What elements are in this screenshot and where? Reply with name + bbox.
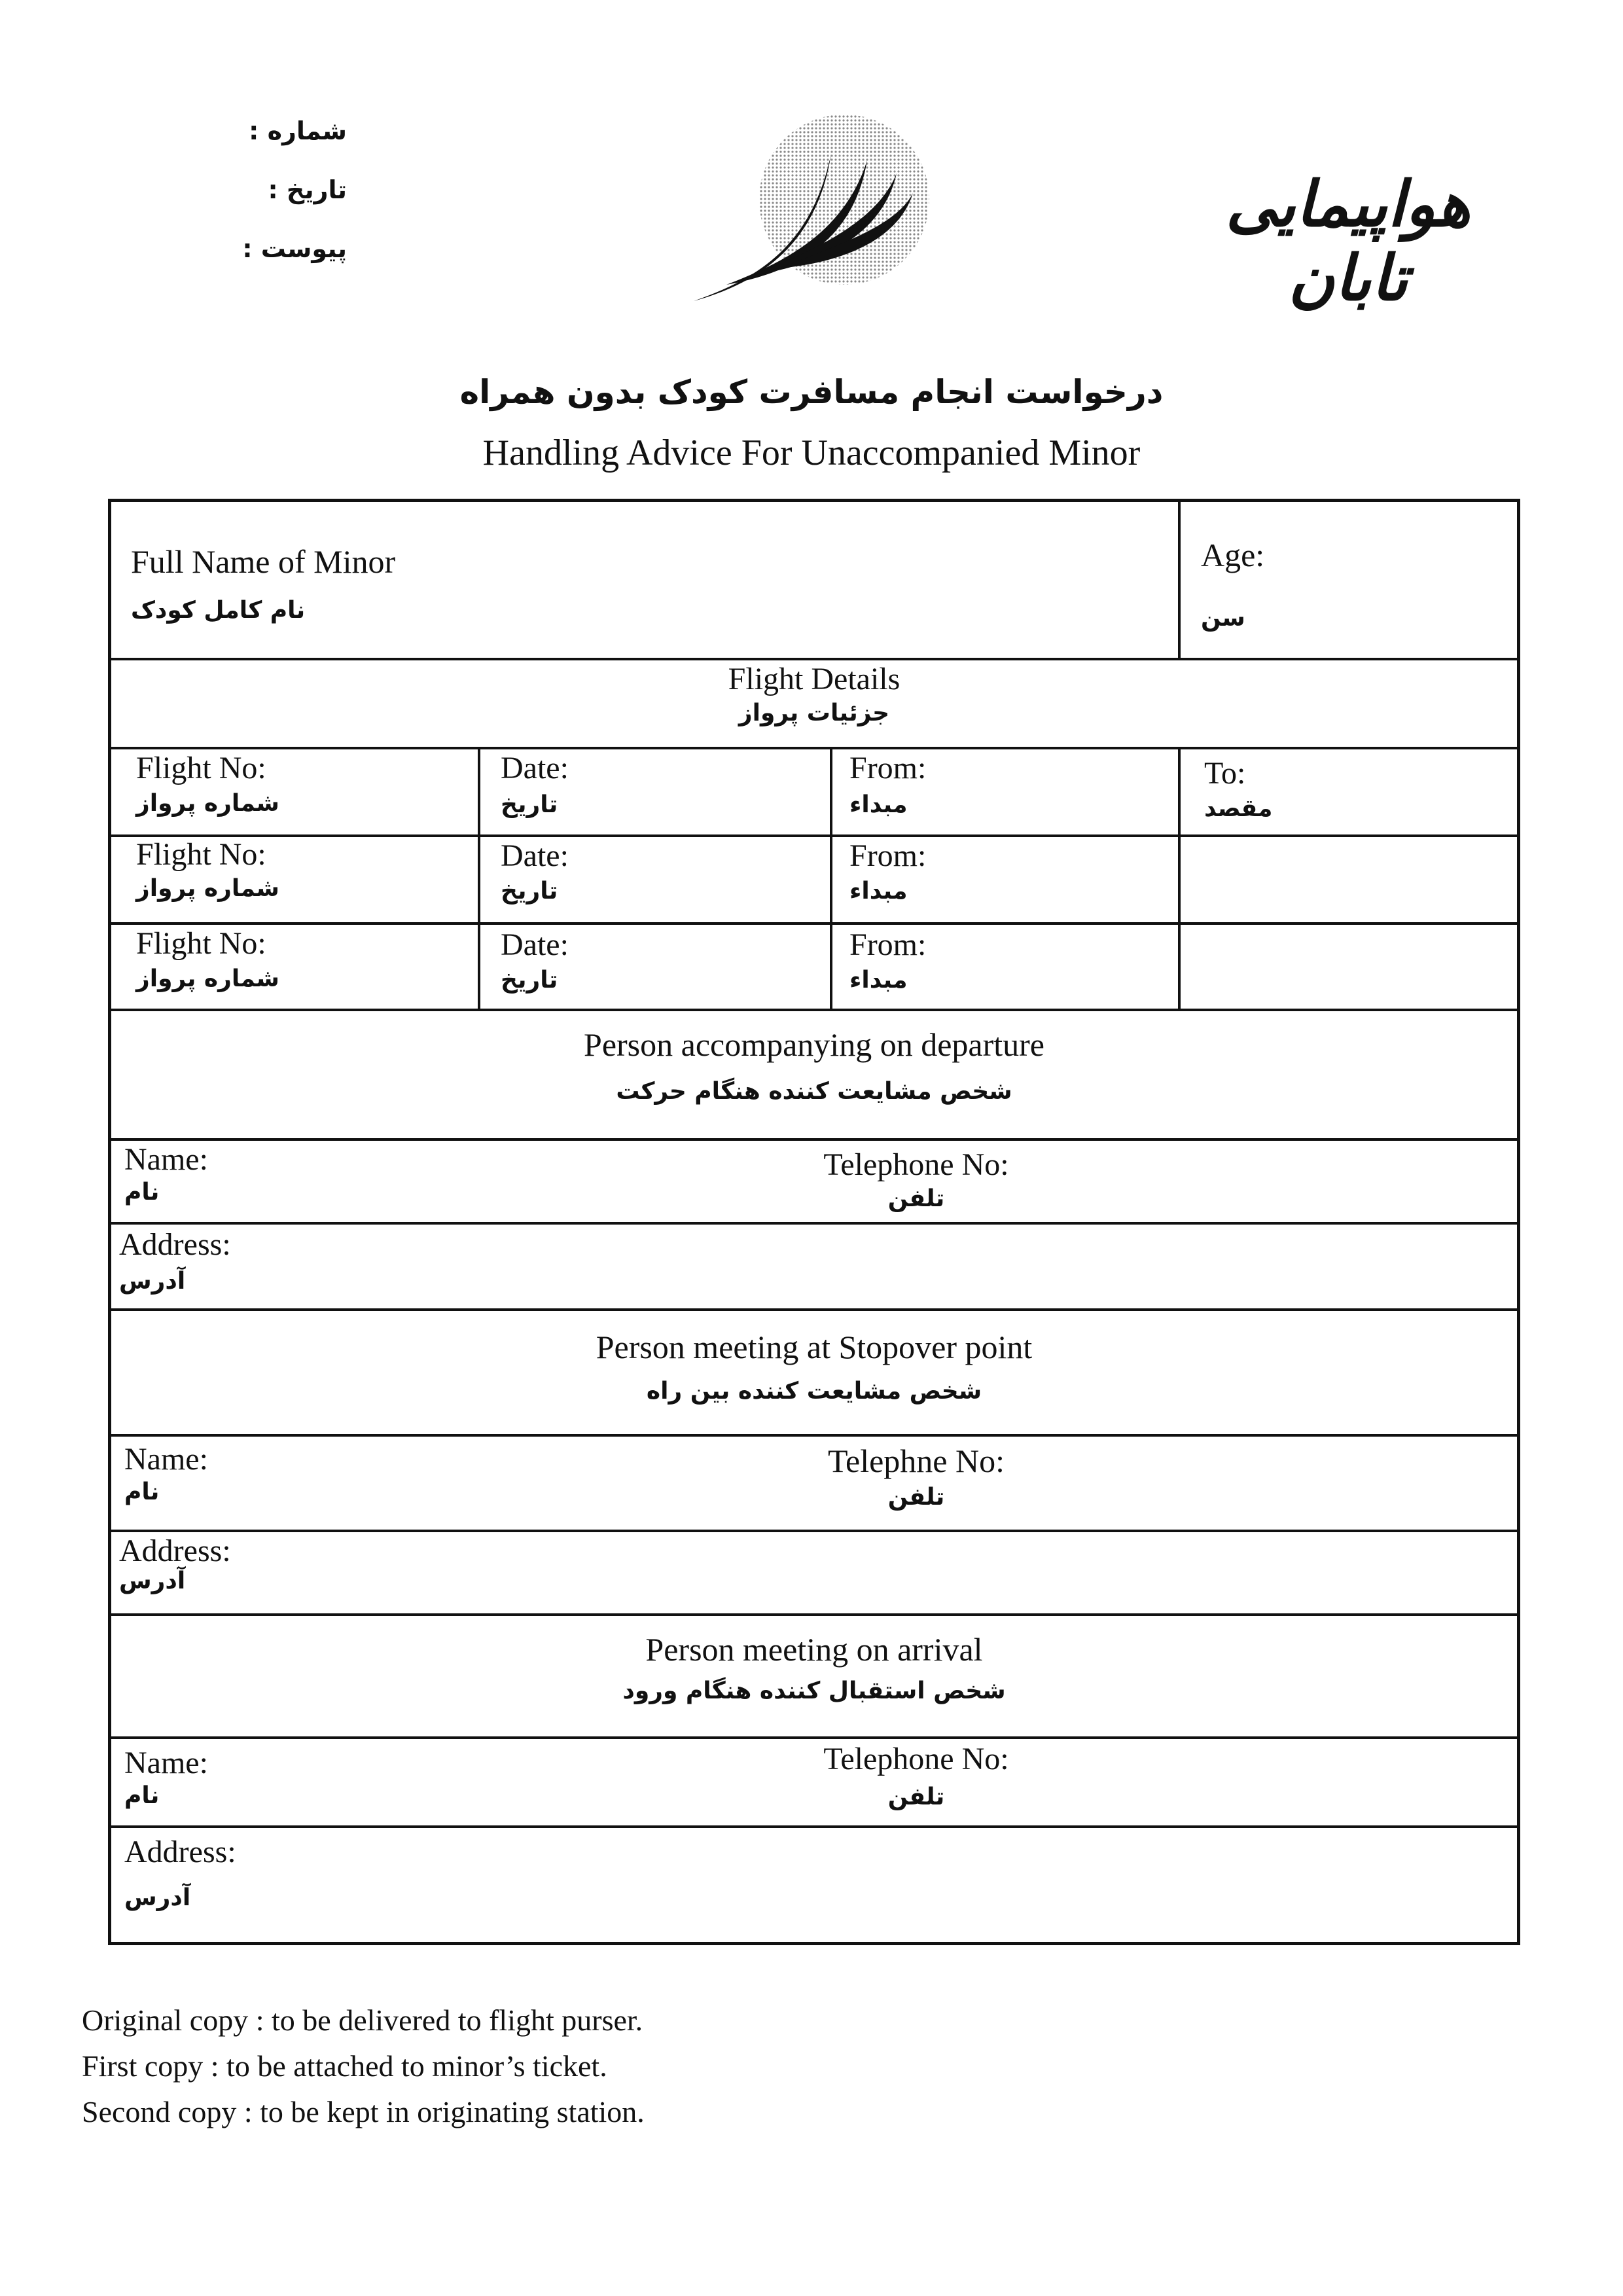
stopover-name-label-fa: نام: [124, 1479, 160, 1505]
full-name-label-fa: نام کامل کودک: [131, 597, 306, 624]
flight-no-label-fa: شماره پرواز: [136, 965, 279, 992]
from-label-fa: مبداء: [849, 791, 908, 818]
footer-note-second: Second copy : to be kept in originating station.: [82, 2095, 645, 2128]
age-label: Age:: [1201, 537, 1265, 573]
departure-title: Person accompanying on departure: [584, 1026, 1044, 1063]
arrival-telephone-label: Telephone No:: [823, 1742, 1009, 1776]
arrival-address-label: Address:: [124, 1835, 236, 1869]
airline-brand-name: هواپیمایی تابان: [1225, 167, 1471, 315]
stopover-title-fa: شخص مشایعت کننده بین راه: [646, 1378, 982, 1405]
stopover-name-label: Name:: [124, 1442, 208, 1477]
departure-address-label-fa: آدرس: [119, 1268, 186, 1295]
from-label-fa: مبداء: [849, 967, 908, 994]
departure-telephone-label-fa: تلفن: [887, 1185, 945, 1212]
date-label: Date:: [501, 751, 569, 785]
date-label: تاریخ :: [268, 175, 347, 204]
arrival-title-fa: شخص استقبال کننده هنگام ورود: [622, 1677, 1006, 1704]
departure-name-label-fa: نام: [124, 1179, 160, 1206]
flight-no-label: Flight No:: [136, 837, 266, 872]
flight-details-title: Flight Details: [728, 662, 901, 696]
date-label-fa: تاریخ: [501, 878, 558, 905]
flight-no-label: Flight No:: [136, 926, 266, 961]
from-label: From:: [849, 927, 927, 962]
number-label: شماره :: [249, 117, 347, 145]
full-name-label: Full Name of Minor: [131, 543, 396, 580]
departure-address-label: Address:: [119, 1227, 231, 1262]
form-title-en: Handling Advice For Unaccompanied Minor: [482, 433, 1141, 473]
from-label: From:: [849, 751, 927, 785]
stopover-address-label-fa: آدرس: [119, 1568, 186, 1594]
departure-title-fa: شخص مشایعت کننده هنگام حرکت: [616, 1078, 1012, 1105]
arrival-name-label: Name:: [124, 1746, 208, 1780]
stopover-title: Person meeting at Stopover point: [596, 1329, 1033, 1365]
date-label: Date:: [501, 838, 569, 873]
flight-no-label-fa: شماره پرواز: [136, 790, 279, 817]
stopover-telephone-label: Telephne No:: [827, 1443, 1005, 1479]
date-label-fa: تاریخ: [501, 967, 558, 994]
to-label-fa: مقصد: [1204, 795, 1273, 822]
footer-note-original: Original copy : to be delivered to flight purser.: [82, 2003, 643, 2037]
attachment-label: پیوست :: [242, 234, 347, 263]
to-label: To:: [1204, 756, 1246, 791]
date-label-fa: تاریخ: [501, 791, 558, 818]
date-label: Date:: [501, 927, 569, 962]
age-label-fa: سن: [1201, 605, 1245, 632]
arrival-title: Person meeting on arrival: [645, 1631, 983, 1668]
from-label-fa: مبداء: [849, 878, 908, 905]
flight-no-label: Flight No:: [136, 751, 266, 785]
arrival-name-label-fa: نام: [124, 1782, 160, 1809]
from-label: From:: [849, 838, 927, 873]
arrival-address-label-fa: آدرس: [124, 1884, 191, 1911]
flight-details-title-fa: جزئیات پرواز: [738, 700, 890, 726]
departure-name-label: Name:: [124, 1142, 208, 1177]
stopover-telephone-label-fa: تلفن: [887, 1484, 945, 1511]
airline-logo-icon: [681, 115, 942, 311]
footer-note-first: First copy : to be attached to minor’s ticket.: [82, 2049, 607, 2083]
minor-form: [108, 499, 1520, 1945]
form-title-fa: درخواست انجام مسافرت کودک بدون همراه: [459, 373, 1164, 411]
departure-telephone-label: Telephone No:: [823, 1147, 1009, 1182]
flight-no-label-fa: شماره پرواز: [136, 875, 279, 902]
arrival-telephone-label-fa: تلفن: [887, 1784, 945, 1810]
stopover-address-label: Address:: [119, 1534, 231, 1568]
